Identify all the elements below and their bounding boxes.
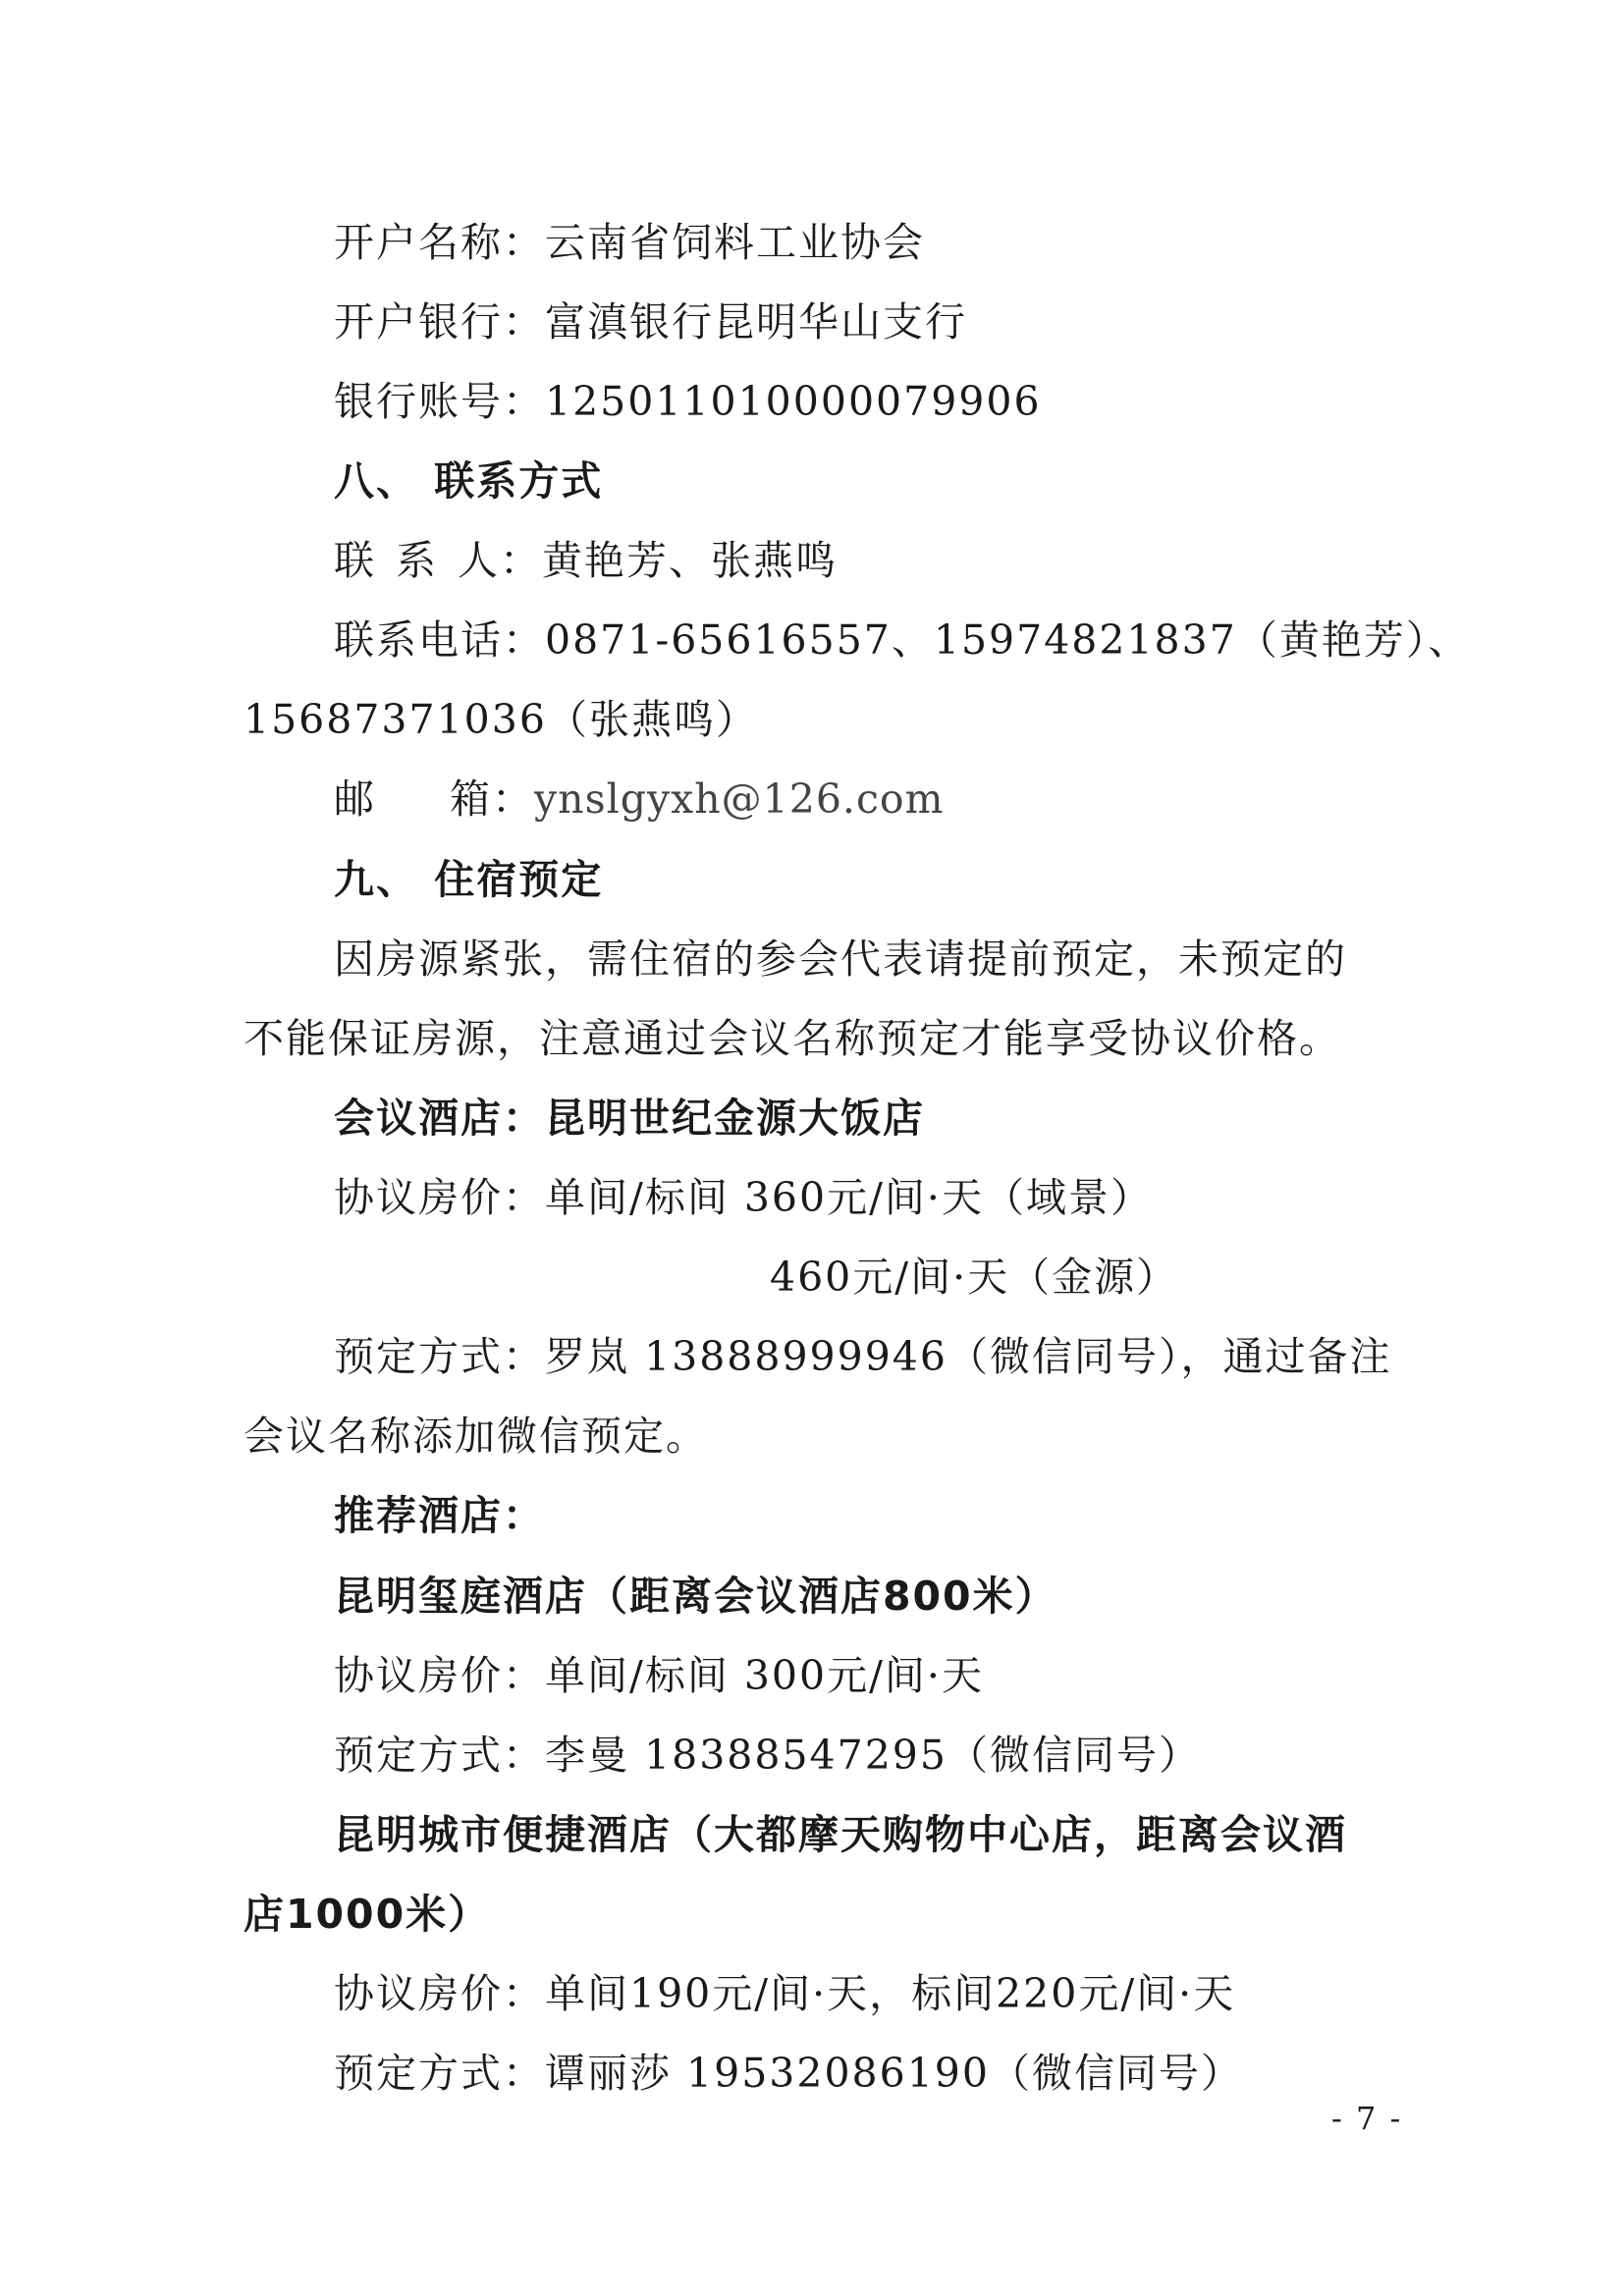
phone-label: 联系电话： [334, 616, 545, 664]
account-number-line [334, 372, 1042, 431]
meeting-booking-2: 会议名称添加微信预定。 [244, 1413, 708, 1460]
account-name-label: 开户名称： [334, 219, 545, 266]
contact-person-label-2: 系 [396, 537, 438, 584]
hotel2-price: 协议房价：单间190元/间·天，标间220元/间·天 [334, 1970, 1236, 2017]
phone-line [334, 611, 1470, 669]
lodging-heading: 九、 住宿预定 [334, 856, 604, 903]
hotel2-booking: 预定方式：谭丽莎 19532086190（微信同号） [334, 2050, 1243, 2097]
phone-value-1: 0871-65616557、15974821837（黄艳芳）、 [545, 616, 1471, 664]
bank-line [334, 293, 967, 351]
email-link[interactable]: ynslgyxh@126.com [534, 775, 945, 823]
hotel1-booking: 预定方式：李曼 18388547295（微信同号） [334, 1732, 1201, 1779]
meeting-hotel: 会议酒店：昆明世纪金源大饭店 [334, 1095, 925, 1142]
email-line [334, 770, 944, 828]
bank-label: 开户银行： [334, 298, 545, 346]
meeting-booking-1: 预定方式：罗岚 13888999946（微信同号），通过备注 [334, 1333, 1392, 1380]
meeting-price-2: 460元/间·天（金源） [770, 1254, 1179, 1301]
account-name-line [334, 213, 925, 272]
meeting-price-1: 协议房价：单间/标间 360元/间·天（域景） [334, 1174, 1153, 1221]
lodging-intro-2: 不能保证房源，注意通过会议名称预定才能享受协议价格。 [244, 1015, 1341, 1062]
email-label-2: 箱： [450, 775, 534, 823]
bank-value: 富滇银行昆明华山支行 [545, 298, 967, 346]
contact-person-label-3: 人： [458, 537, 542, 584]
hotel2-name-2: 店1000米） [244, 1891, 491, 1938]
phone-value-2: 15687371036（张燕鸣） [244, 696, 758, 743]
account-name-value: 云南省饲料工业协会 [545, 219, 925, 266]
hotel2-name-1: 昆明城市便捷酒店（大都摩天购物中心店，距离会议酒 [334, 1811, 1347, 1858]
email-label-1: 邮 [334, 775, 376, 823]
contact-person-line [334, 531, 838, 590]
contact-heading: 八、 联系方式 [334, 457, 604, 505]
account-number-label: 银行账号： [334, 378, 545, 425]
hotel1-price: 协议房价：单间/标间 300元/间·天 [334, 1652, 984, 1699]
account-number-value: 125011010000079906 [545, 378, 1042, 425]
page-number: - 7 - [1331, 2100, 1403, 2137]
recommended-heading: 推荐酒店： [334, 1492, 545, 1539]
lodging-intro-1: 因房源紧张，需住宿的参会代表请提前预定，未预定的 [334, 935, 1347, 983]
contact-person-label-1: 联 [334, 537, 376, 584]
hotel1-name: 昆明玺庭酒店（距离会议酒店800米） [334, 1573, 1057, 1620]
contact-person-value: 黄艳芳、张燕鸣 [542, 537, 838, 584]
